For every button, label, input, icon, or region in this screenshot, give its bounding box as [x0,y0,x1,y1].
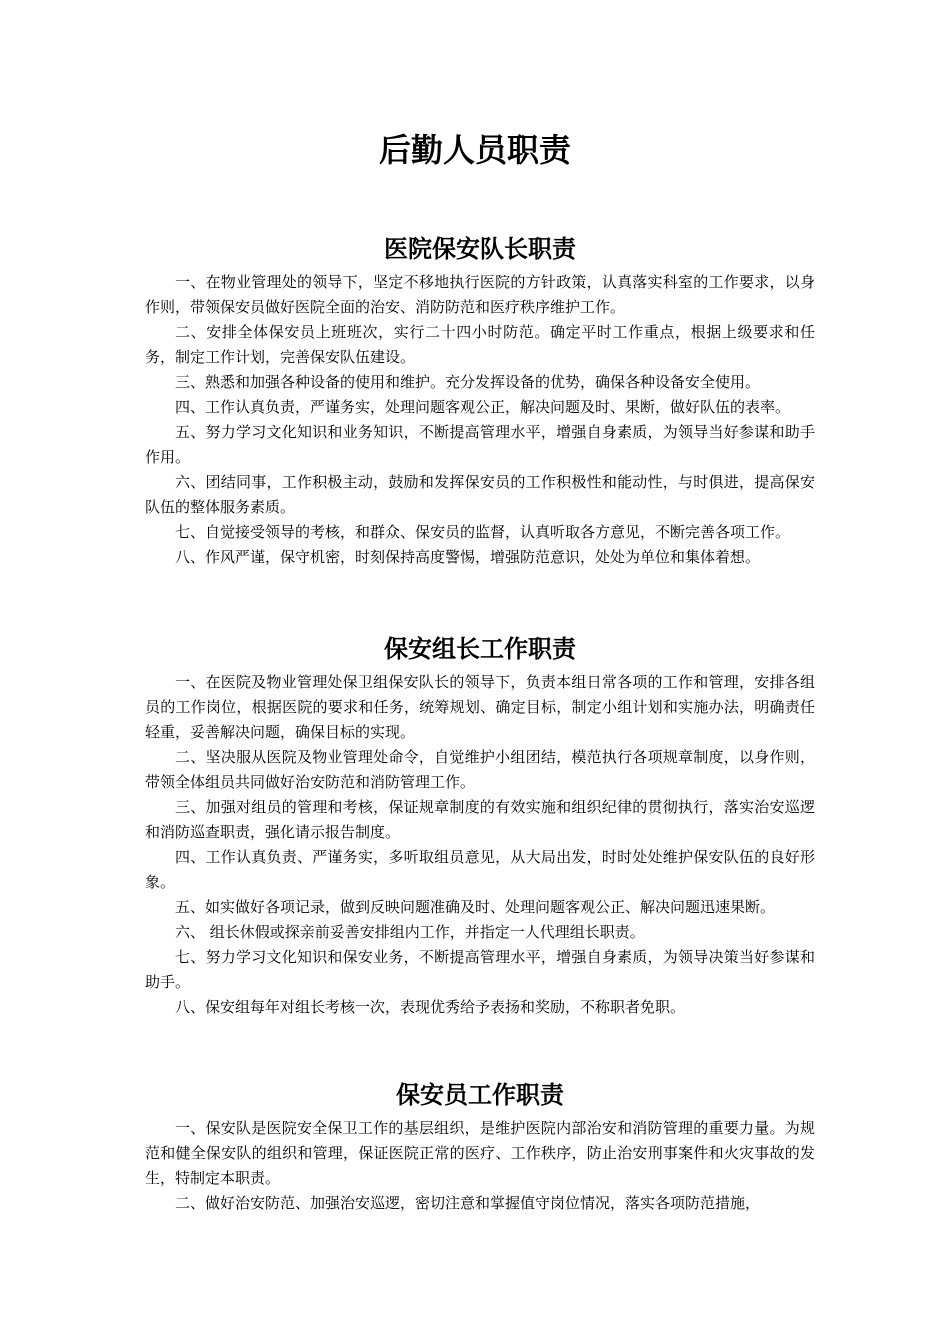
section-security-captain [145,232,815,570]
paragraph: 七、努力学习文化知识和保安业务，不断提高管理水平，增强自身素质，为领导决策当好参谋和助手。 [145,948,815,991]
paragraph: 六、团结同事，工作积极主动，鼓励和发挥保安员的工作积极性和能动性，与时俱进，提高保安队伍的整体服务素质。 [145,473,815,516]
section-heading: 医院保安队长职责 [384,234,576,263]
paragraph: 五、如实做好各项记录，做到反映问题准确及时、处理问题客观公正、解决问题迅速果断。 [175,898,776,916]
paragraph: 六、 组长休假或探亲前妥善安排组内工作，并指定一人代理组长职责。 [175,923,645,941]
paragraph: 二、做好治安防范、加强治安巡逻，密切注意和掌握值守岗位情况，落实各项防范措施， [175,1194,761,1212]
paragraph: 一、在医院及物业管理处保卫组保安队长的领导下，负责本组日常各项的工作和管理，安排各组员的工作岗位，根据医院的要求和任务，统筹规划、确定目标，制定小组计划和实施办法，明确责任轻重，妥善解决问题，确保目标的实现。 [145,673,815,741]
document-title: 后勤人员职责 [378,131,571,169]
paragraph: 三、熟悉和加强各种设备的使用和维护。充分发挥设备的优势，确保各种设备安全使用。 [175,373,761,391]
paragraph: 四、工作认真负责、严谨务实，多听取组员意见，从大局出发，时时处处维护保安队伍的良好形象。 [145,848,815,891]
paragraph: 七、自觉接受领导的考核，和群众、保安员的监督，认真听取各方意见，不断完善各项工作。 [175,523,791,541]
paragraph: 一、在物业管理处的领导下，坚定不移地执行医院的方针政策，认真落实科室的工作要求，以身作则，带领保安员做好医院全面的治安、消防防范和医疗秩序维护工作。 [145,273,815,316]
paragraph: 五、努力学习文化知识和业务知识，不断提高管理水平，增强自身素质，为领导当好参谋和助手作用。 [145,423,815,466]
paragraph: 八、保安组每年对组长考核一次，表现优秀给予表扬和奖励，不称职者免职。 [175,998,686,1016]
paragraph: 二、安排全体保安员上班班次，实行二十四小时防范。确定平时工作重点，根据上级要求和任务，制定工作计划，完善保安队伍建设。 [145,323,815,366]
paragraph: 三、加强对组员的管理和考核，保证规章制度的有效实施和组织纪律的贯彻执行，落实治安巡逻和消防巡查职责，强化请示报告制度。 [145,798,815,841]
section-heading: 保安员工作职责 [396,1080,564,1109]
section-security-guard [145,1078,815,1216]
paragraph: 一、保安队是医院安全保卫工作的基层组织，是维护医院内部治安和消防管理的重要力量。为规范和健全保安队的组织和管理，保证医院正常的医疗、工作秩序，防止治安刑事案件和火灾事故的发生，特制定本职责。 [145,1119,815,1187]
section-security-team-leader [145,632,815,1020]
section-heading: 保安组长工作职责 [384,634,576,663]
paragraph: 二、坚决服从医院及物业管理处命令，自觉维护小组团结，模范执行各项规章制度，以身作则，带领全体组员共同做好治安防范和消防管理工作。 [145,748,815,791]
paragraph: 四、工作认真负责，严谨务实，处理问题客观公正，解决问题及时、果断，做好队伍的表率。 [175,398,791,416]
paragraph: 八、作风严谨，保守机密，时刻保持高度警惕，增强防范意识，处处为单位和集体着想。 [175,548,761,566]
